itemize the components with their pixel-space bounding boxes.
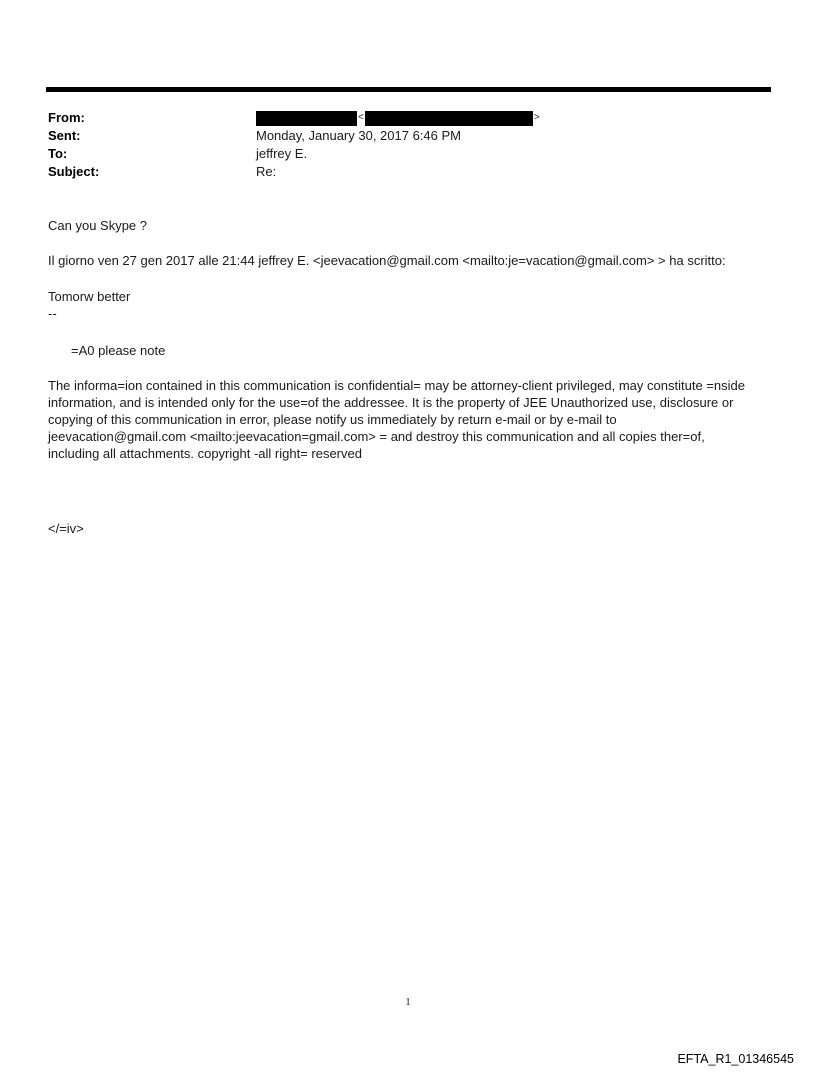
page-number: 1	[405, 996, 411, 1008]
from-label: From:	[48, 110, 85, 125]
confidentiality-disclaimer: The informa=ion contained in this communication is confidential= may be attorney-client privileged, may constitute =nside information, and is intended only for the use=of the addressee. It is the property of JEE Unauthorized use, disclosure or copying of this communication in error, please notify us immediately by return e-mail or by e-mail to jeevacation@gmail.com <mailto:jeevacation=gmail.com> = and destroy this communication and all copies ther=of, including all attachments. copyright -all right= reserved	[48, 378, 749, 461]
redacted-sender-email	[365, 111, 533, 126]
body-closing-tag: </=iv>	[48, 521, 84, 536]
subject-value: Re:	[256, 164, 277, 179]
to-row	[48, 145, 768, 163]
from-close-bracket: >	[533, 112, 540, 123]
top-rule	[46, 87, 771, 92]
document-id: EFTA_R1_01346545	[677, 1052, 794, 1066]
from-value	[256, 109, 541, 127]
sent-value: Monday, January 30, 2017 6:46 PM	[256, 128, 461, 143]
sent-label: Sent:	[48, 128, 81, 143]
to-value: jeffrey E.	[256, 146, 308, 161]
body-line-quote-header: Il giorno ven 27 gen 2017 alle 21:44 jeffrey E. <jeevacation@gmail.com <mailto:je=vacation@gmail.com> > ha scritto:	[48, 253, 726, 268]
body-line-please-note: =A0 please note	[71, 343, 166, 358]
body-line-tomorrow: Tomorw better	[48, 289, 131, 304]
body-line-signature-separator: --	[48, 306, 57, 321]
subject-row	[48, 163, 768, 181]
body-line-skype: Can you Skype ?	[48, 218, 148, 233]
sent-row	[48, 127, 768, 145]
from-open-bracket: <	[358, 112, 364, 123]
redacted-sender-name	[256, 111, 357, 126]
subject-label: Subject:	[48, 164, 100, 179]
from-row	[48, 109, 768, 127]
to-label: To:	[48, 146, 68, 161]
email-header	[48, 109, 768, 181]
